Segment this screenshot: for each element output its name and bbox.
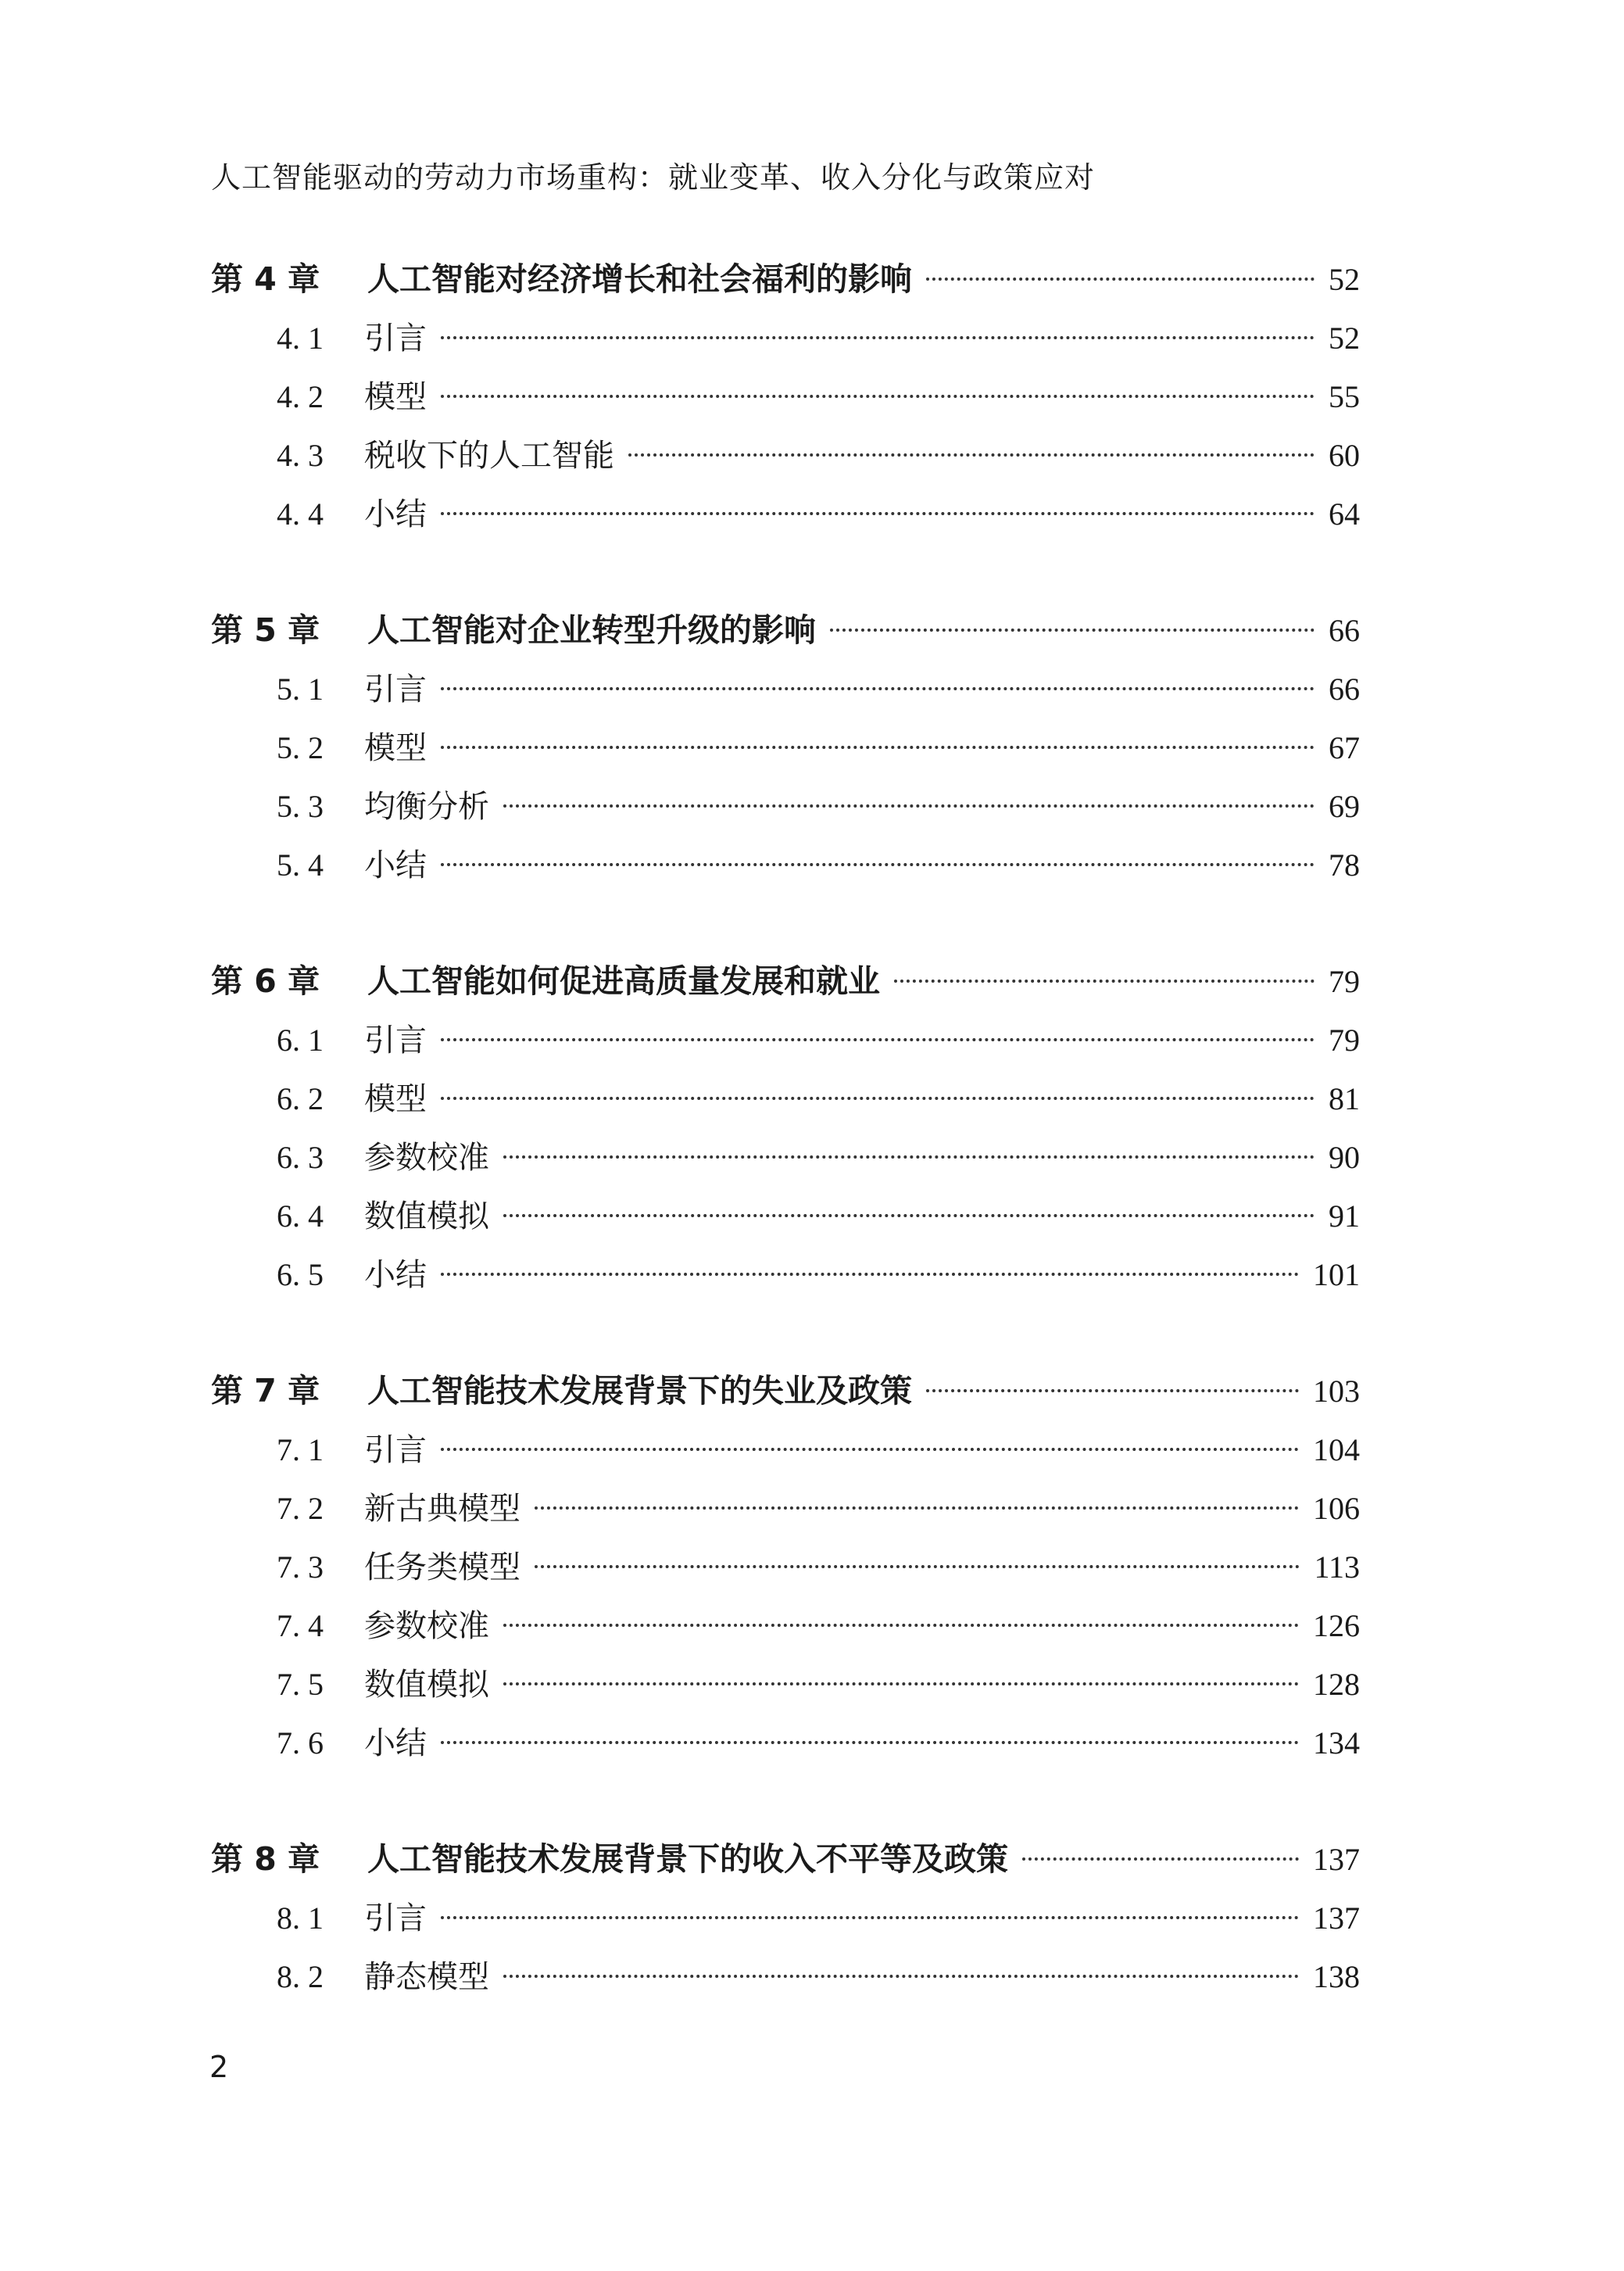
chapter-title: 人工智能对企业转型升级的影响 bbox=[367, 611, 816, 649]
page-number: 128 bbox=[1313, 1667, 1360, 1702]
section-entry bbox=[211, 426, 1360, 485]
section-entry bbox=[211, 1187, 1360, 1245]
section-entry bbox=[211, 309, 1360, 367]
dot-leader bbox=[503, 1155, 1315, 1159]
section-entry bbox=[211, 1069, 1360, 1128]
section-number: 4. 4 bbox=[277, 496, 324, 532]
dot-leader bbox=[441, 336, 1315, 339]
chapter-heading bbox=[211, 250, 1360, 309]
section-number: 7. 3 bbox=[277, 1549, 324, 1585]
page-number: 52 bbox=[1329, 321, 1360, 356]
page-number: 55 bbox=[1329, 379, 1360, 414]
page-number: 79 bbox=[1329, 1023, 1360, 1058]
section-number: 6. 5 bbox=[277, 1257, 324, 1292]
dot-leader bbox=[441, 863, 1315, 866]
page-number: 69 bbox=[1329, 789, 1360, 824]
section-title: 参数校准 bbox=[364, 1608, 489, 1644]
section-number: 4. 3 bbox=[277, 438, 324, 473]
section-title: 任务类模型 bbox=[364, 1549, 520, 1585]
section-number: 5. 4 bbox=[277, 847, 324, 883]
running-head: 人工智能驱动的劳动力市场重构：就业变革、收入分化与政策应对 bbox=[211, 160, 1096, 195]
page-number: 78 bbox=[1329, 847, 1360, 883]
page-number: 64 bbox=[1329, 496, 1360, 532]
section-entry bbox=[211, 1011, 1360, 1069]
section-entry bbox=[211, 836, 1360, 894]
page-number: 66 bbox=[1329, 613, 1360, 648]
dot-leader bbox=[503, 1624, 1299, 1627]
section-number: 8. 1 bbox=[277, 1900, 324, 1936]
section-number: 6. 1 bbox=[277, 1023, 324, 1058]
section-title: 小结 bbox=[364, 496, 427, 532]
dot-leader bbox=[441, 1097, 1315, 1100]
chapter-heading bbox=[211, 952, 1360, 1011]
dot-leader bbox=[926, 278, 1315, 281]
dot-leader bbox=[503, 804, 1315, 808]
section-title: 引言 bbox=[364, 1432, 427, 1468]
section-entry bbox=[211, 718, 1360, 777]
dot-leader bbox=[441, 1916, 1299, 1919]
chapter-8 bbox=[211, 1830, 1360, 2006]
section-number: 6. 2 bbox=[277, 1081, 324, 1116]
section-entry bbox=[211, 1420, 1360, 1479]
chapter-label: 第 7 章 bbox=[211, 1372, 320, 1410]
page-number: 103 bbox=[1313, 1374, 1360, 1409]
section-number: 6. 4 bbox=[277, 1198, 324, 1234]
page-number: 79 bbox=[1329, 964, 1360, 999]
dot-leader bbox=[503, 1975, 1299, 1978]
dot-leader bbox=[503, 1682, 1299, 1685]
page-number: 106 bbox=[1313, 1491, 1360, 1526]
section-title: 数值模拟 bbox=[364, 1198, 489, 1234]
chapter-title: 人工智能如何促进高质量发展和就业 bbox=[367, 962, 880, 1000]
section-entry bbox=[211, 1714, 1360, 1772]
page-number: 60 bbox=[1329, 438, 1360, 473]
page-number: 101 bbox=[1313, 1257, 1360, 1292]
page-number: 137 bbox=[1313, 1842, 1360, 1877]
page-number: 67 bbox=[1329, 730, 1360, 765]
dot-leader bbox=[1022, 1857, 1299, 1861]
section-title: 引言 bbox=[364, 1023, 427, 1058]
section-entry bbox=[211, 777, 1360, 836]
section-title: 模型 bbox=[364, 379, 427, 415]
section-number: 7. 4 bbox=[277, 1608, 324, 1643]
page-number: 134 bbox=[1313, 1725, 1360, 1761]
dot-leader bbox=[441, 512, 1315, 515]
table-of-contents bbox=[211, 250, 1360, 2064]
section-title: 引言 bbox=[364, 321, 427, 356]
section-title: 均衡分析 bbox=[364, 789, 489, 825]
dot-leader bbox=[535, 1565, 1300, 1568]
dot-leader bbox=[441, 687, 1315, 690]
section-title: 小结 bbox=[364, 847, 427, 883]
section-number: 5. 1 bbox=[277, 672, 324, 707]
page-number: 52 bbox=[1329, 262, 1360, 297]
section-title: 小结 bbox=[364, 1725, 427, 1761]
section-title: 引言 bbox=[364, 1900, 427, 1936]
section-number: 7. 5 bbox=[277, 1667, 324, 1702]
dot-leader bbox=[830, 629, 1315, 632]
dot-leader bbox=[503, 1214, 1315, 1217]
chapter-title: 人工智能技术发展背景下的收入不平等及政策 bbox=[367, 1840, 1008, 1878]
section-number: 6. 3 bbox=[277, 1140, 324, 1175]
dot-leader bbox=[441, 395, 1315, 398]
section-entry bbox=[211, 1655, 1360, 1714]
chapter-heading bbox=[211, 1362, 1360, 1420]
section-number: 7. 1 bbox=[277, 1432, 324, 1467]
chapter-label: 第 6 章 bbox=[211, 962, 320, 1000]
section-title: 静态模型 bbox=[364, 1959, 489, 1995]
section-entry bbox=[211, 485, 1360, 543]
section-entry bbox=[211, 660, 1360, 718]
section-entry bbox=[211, 1128, 1360, 1187]
page-folio: 2 bbox=[209, 2050, 229, 2084]
section-entry bbox=[211, 1947, 1360, 2006]
page-number: 104 bbox=[1313, 1432, 1360, 1467]
section-entry bbox=[211, 1245, 1360, 1304]
section-title: 数值模拟 bbox=[364, 1667, 489, 1703]
section-entry bbox=[211, 1889, 1360, 1947]
section-number: 4. 2 bbox=[277, 379, 324, 414]
section-number: 5. 3 bbox=[277, 789, 324, 824]
section-number: 4. 1 bbox=[277, 321, 324, 356]
chapter-label: 第 8 章 bbox=[211, 1840, 320, 1878]
section-number: 7. 2 bbox=[277, 1491, 324, 1526]
dot-leader bbox=[441, 746, 1315, 749]
dot-leader bbox=[441, 1448, 1299, 1451]
dot-leader bbox=[441, 1273, 1299, 1276]
chapter-title: 人工智能技术发展背景下的失业及政策 bbox=[367, 1372, 912, 1410]
page-number: 126 bbox=[1313, 1608, 1360, 1643]
chapter-7 bbox=[211, 1362, 1360, 1772]
chapter-label: 第 5 章 bbox=[211, 611, 320, 649]
dot-leader bbox=[894, 980, 1315, 983]
section-number: 8. 2 bbox=[277, 1959, 324, 1994]
section-title: 引言 bbox=[364, 672, 427, 707]
section-title: 参数校准 bbox=[364, 1140, 489, 1176]
section-entry bbox=[211, 1479, 1360, 1538]
dot-leader bbox=[441, 1038, 1315, 1041]
page-number: 138 bbox=[1313, 1959, 1360, 1994]
dot-leader bbox=[628, 453, 1315, 457]
page-number: 81 bbox=[1329, 1081, 1360, 1116]
chapter-heading bbox=[211, 1830, 1360, 1889]
page-number: 113 bbox=[1314, 1549, 1360, 1585]
section-entry bbox=[211, 1596, 1360, 1655]
section-title: 小结 bbox=[364, 1257, 427, 1293]
section-number: 7. 6 bbox=[277, 1725, 324, 1761]
page-number: 66 bbox=[1329, 672, 1360, 707]
chapter-title: 人工智能对经济增长和社会福利的影响 bbox=[367, 260, 912, 298]
dot-leader bbox=[535, 1506, 1299, 1510]
chapter-6 bbox=[211, 952, 1360, 1304]
section-title: 模型 bbox=[364, 730, 427, 766]
page-number: 91 bbox=[1329, 1198, 1360, 1234]
chapter-heading bbox=[211, 601, 1360, 660]
dot-leader bbox=[926, 1389, 1299, 1392]
section-number: 5. 2 bbox=[277, 730, 324, 765]
page-number: 137 bbox=[1313, 1900, 1360, 1936]
section-title: 模型 bbox=[364, 1081, 427, 1117]
chapter-4 bbox=[211, 250, 1360, 543]
section-title: 新古典模型 bbox=[364, 1491, 520, 1527]
chapter-label: 第 4 章 bbox=[211, 260, 320, 298]
page-number: 90 bbox=[1329, 1140, 1360, 1175]
section-title: 税收下的人工智能 bbox=[364, 438, 614, 474]
chapter-5 bbox=[211, 601, 1360, 894]
section-entry bbox=[211, 367, 1360, 426]
section-entry bbox=[211, 1538, 1360, 1596]
dot-leader bbox=[441, 1741, 1299, 1744]
